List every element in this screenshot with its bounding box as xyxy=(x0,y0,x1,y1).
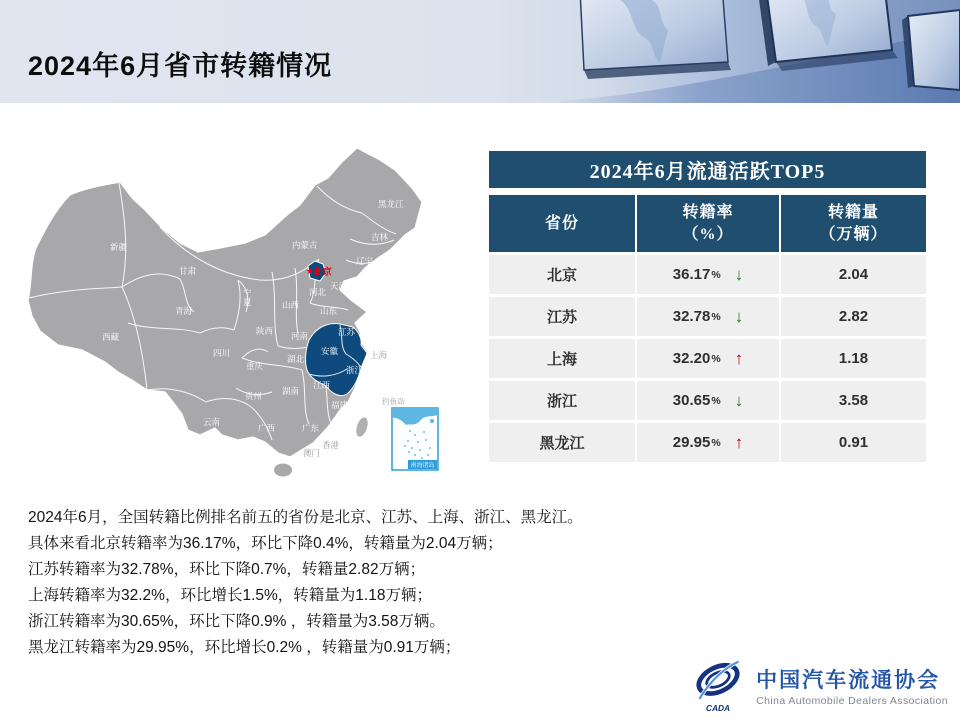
province-label: 广东 xyxy=(302,423,320,433)
province-label: 黑龙江 xyxy=(378,199,404,209)
rate-value: 36.17 xyxy=(672,266,711,283)
cell-rate xyxy=(637,255,779,294)
province-label: 河南 xyxy=(291,331,309,341)
province-label: 山东 xyxy=(320,306,338,316)
cube-3 xyxy=(908,10,960,90)
logo-cn-text: 中国汽车流通协会 xyxy=(756,667,941,692)
col-header-volume-line1: 转籍量 xyxy=(827,203,879,221)
cell-rate xyxy=(637,339,779,378)
cell-rate xyxy=(637,381,779,420)
table-body xyxy=(489,255,926,462)
col-header-province xyxy=(489,195,635,252)
province-label: 云南 xyxy=(203,417,221,427)
cell-province: 黑龙江 xyxy=(489,423,635,462)
cada-abbr-text: CADA xyxy=(706,703,731,714)
province-label: 新疆 xyxy=(110,242,128,252)
cell-province: 北京 xyxy=(489,255,635,294)
china-outline xyxy=(28,148,422,457)
summary-line: 江苏转籍率为32.78%，环比下降0.7%，转籍量2.82万辆； xyxy=(28,561,426,578)
province-label: 重庆 xyxy=(246,361,264,371)
rate-value: 30.65 xyxy=(672,392,711,409)
summary-line: 黑龙江转籍率为29.95%，环比增长0.2% ，转籍量为0.91万辆； xyxy=(28,639,461,656)
cell-volume: 2.82 xyxy=(781,297,926,336)
top5-table xyxy=(489,151,926,462)
percent-sign: % xyxy=(711,352,721,365)
region-label-gray: 上海 xyxy=(370,350,388,360)
taiwan-island xyxy=(354,416,370,438)
province-label: 四川 xyxy=(213,348,231,358)
province-label: 湖北 xyxy=(287,354,305,364)
table-row xyxy=(489,339,926,378)
cell-volume: 1.18 xyxy=(781,339,926,378)
province-label: 福建 xyxy=(331,400,349,410)
col-header-volume xyxy=(781,195,926,252)
percent-sign: % xyxy=(711,268,721,281)
rate-value: 32.20 xyxy=(672,350,711,367)
province-label: 内蒙古 xyxy=(292,240,318,250)
province-label: 安徽 xyxy=(321,346,339,356)
province-label: 湖南 xyxy=(282,386,300,396)
inset-label: 南海诸岛 xyxy=(410,463,435,469)
col-header-province-text: 省份 xyxy=(544,214,579,232)
cell-volume: 3.58 xyxy=(781,381,926,420)
cell-rate xyxy=(637,423,779,462)
cell-volume: 2.04 xyxy=(781,255,926,294)
province-label: 贵州 xyxy=(245,391,263,401)
province-label: 天津 xyxy=(330,281,348,291)
trend-down-icon: ↓ xyxy=(734,307,744,326)
trend-up-icon: ↑ xyxy=(734,433,744,452)
table-row xyxy=(489,381,926,420)
summary-text-block xyxy=(28,505,583,661)
summary-line: 2024年6月，全国转籍比例排名前五的省份是北京、江苏、上海、浙江、黑龙江。 xyxy=(28,509,583,526)
province-label: 西藏 xyxy=(102,332,120,342)
cell-province: 江苏 xyxy=(489,297,635,336)
south-china-sea-inset xyxy=(392,408,438,470)
cell-volume: 0.91 xyxy=(781,423,926,462)
province-label: 广西 xyxy=(258,423,276,433)
percent-sign: % xyxy=(711,436,721,449)
table-row xyxy=(489,255,926,294)
rate-value: 32.78 xyxy=(672,308,711,325)
province-label: 河北 xyxy=(309,287,327,297)
cada-logo xyxy=(690,656,948,714)
province-label: 陕西 xyxy=(256,326,274,336)
province-label: 甘肃 xyxy=(179,266,197,276)
summary-line: 具体来看北京转籍率为36.17%，环比下降0.4%，转籍量为2.04万辆； xyxy=(28,535,503,552)
region-label-gray: 澳门 xyxy=(303,448,321,458)
cell-province: 上海 xyxy=(489,339,635,378)
summary-line: 上海转籍率为32.2%，环比增长1.5%，转籍量为1.18万辆； xyxy=(28,587,432,604)
table-row xyxy=(489,423,926,462)
province-label: 辽宁 xyxy=(356,256,374,266)
china-map xyxy=(10,140,470,480)
col-header-rate-line1: 转籍率 xyxy=(682,203,734,221)
beijing-label: 北京 xyxy=(313,267,333,278)
page-title: 2024年6月省市转籍情况 xyxy=(28,51,333,81)
trend-down-icon: ↓ xyxy=(734,391,744,410)
province-label-vertical: 宁夏 xyxy=(243,288,252,307)
province-label: 山西 xyxy=(282,300,300,310)
region-label-gray: 香港 xyxy=(322,440,340,450)
province-label: 青海 xyxy=(175,306,193,316)
table-row xyxy=(489,297,926,336)
col-header-rate xyxy=(637,195,779,252)
summary-line: 浙江转籍率为30.65%，环比下降0.9% ，转籍量为3.58万辆。 xyxy=(28,613,445,630)
trend-down-icon: ↓ xyxy=(734,265,744,284)
col-header-rate-line2: （%） xyxy=(682,225,734,243)
col-header-volume-line2: （万辆） xyxy=(819,225,888,243)
percent-sign: % xyxy=(711,310,721,323)
header-cubes-graphic xyxy=(560,0,960,103)
province-label: 浙江 xyxy=(346,365,364,375)
rate-value: 29.95 xyxy=(672,434,711,451)
trend-up-icon: ↑ xyxy=(734,349,744,368)
cada-emblem-icon xyxy=(690,656,746,714)
beijing-star-icon: ★ xyxy=(306,266,315,276)
logo-text xyxy=(756,664,948,707)
table-title: 2024年6月流通活跃TOP5 xyxy=(489,151,926,188)
province-label: 吉林 xyxy=(371,232,389,242)
cell-province: 浙江 xyxy=(489,381,635,420)
hainan-island xyxy=(274,464,292,477)
province-label: 江西 xyxy=(313,380,331,390)
percent-sign: % xyxy=(711,394,721,407)
province-label: 江苏 xyxy=(338,327,356,337)
header-banner xyxy=(0,0,960,103)
table-header-row xyxy=(489,195,926,252)
logo-en-text: China Automobile Dealers Association xyxy=(756,694,948,707)
diaoyu-label: 钓鱼岛 xyxy=(382,397,405,406)
cell-rate xyxy=(637,297,779,336)
